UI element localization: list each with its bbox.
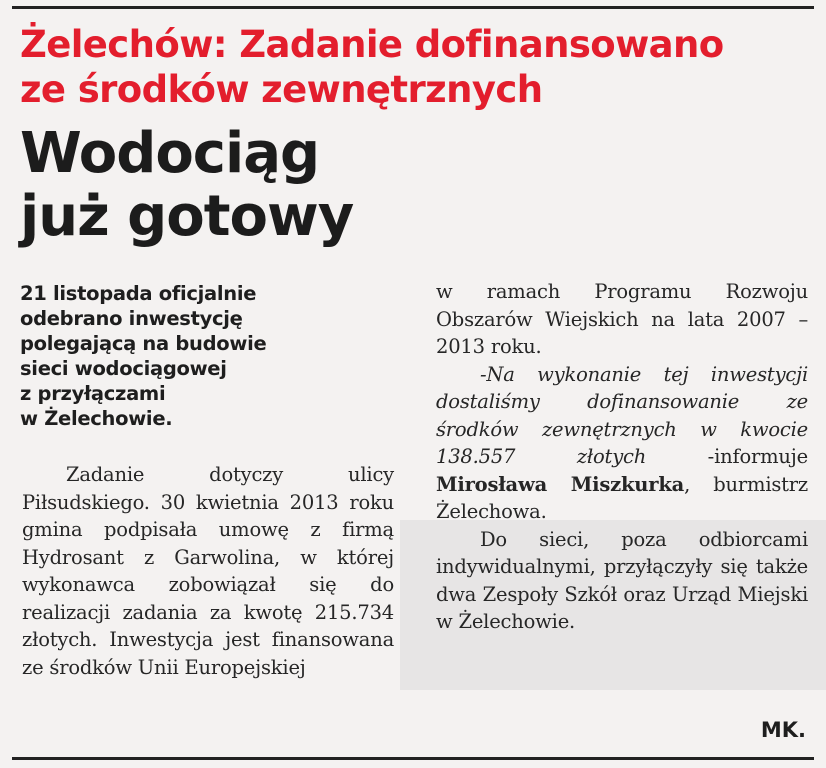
- headline-line-2: już gotowy: [20, 184, 354, 249]
- body-column-1: [22, 461, 394, 681]
- body-paragraph-1-part-a: Zadanie dotyczy ulicy Piłsudskiego. 30 kwietnia 2013 roku gmina podpisała umowę z firmą Hydrosant z Garwolina, w której wykonawca zobowiązał się do realizacji zadania za kwotę 215.734 złotych. Inwestycja jest finansowana ze środków Unii Europejskiej: [22, 463, 394, 679]
- article-headline: [20, 122, 540, 248]
- headline-line-1: Wodociąg: [20, 121, 320, 186]
- quote-attribution-post: , burmistrz Żelechowa.: [436, 472, 808, 523]
- body-paragraph-3: Do sieci, poza odbiorcami indywidualnymi, przyłączyły się także dwa Zespoły Szkół oraz Urząd Miejski w Żelechowie.: [436, 527, 808, 633]
- article-kicker: [20, 22, 810, 112]
- body-paragraph-2: [436, 361, 808, 526]
- author-signature: MK.: [760, 718, 806, 742]
- quote-text: -Na wykonanie tej inwestycji dostaliśmy dofinansowanie ze środków zewnętrznych w kwocie 138.557 złotych: [436, 362, 808, 468]
- kicker-line-2: ze środków zewnętrznych: [20, 68, 543, 111]
- bottom-rule: [12, 757, 814, 760]
- lead-line: w Żelechowie.: [20, 407, 173, 430]
- top-rule: [12, 6, 814, 9]
- article-lead: [20, 281, 380, 431]
- lead-line: 21 listopada oficjalnie: [20, 282, 257, 305]
- lead-line: sieci wodociągowej: [20, 357, 227, 380]
- lead-line: polegającą na budowie: [20, 332, 267, 355]
- quote-attribution-pre: -informuje: [646, 445, 808, 468]
- body-paragraph-1-part-b: w ramach Programu Rozwoju Obszarów Wiejskich na lata 2007 – 2013 roku.: [436, 280, 808, 358]
- body-column-2: [436, 278, 808, 636]
- kicker-line-1: Żelechów: Zadanie dofinansowano: [20, 23, 724, 66]
- lead-line: z przyłączami: [20, 382, 166, 405]
- lead-line: odebrano inwestycję: [20, 307, 243, 330]
- quote-person: Mirosława Miszkurka: [436, 472, 685, 496]
- body-paragraph-1-source: [0, 0, 1, 1]
